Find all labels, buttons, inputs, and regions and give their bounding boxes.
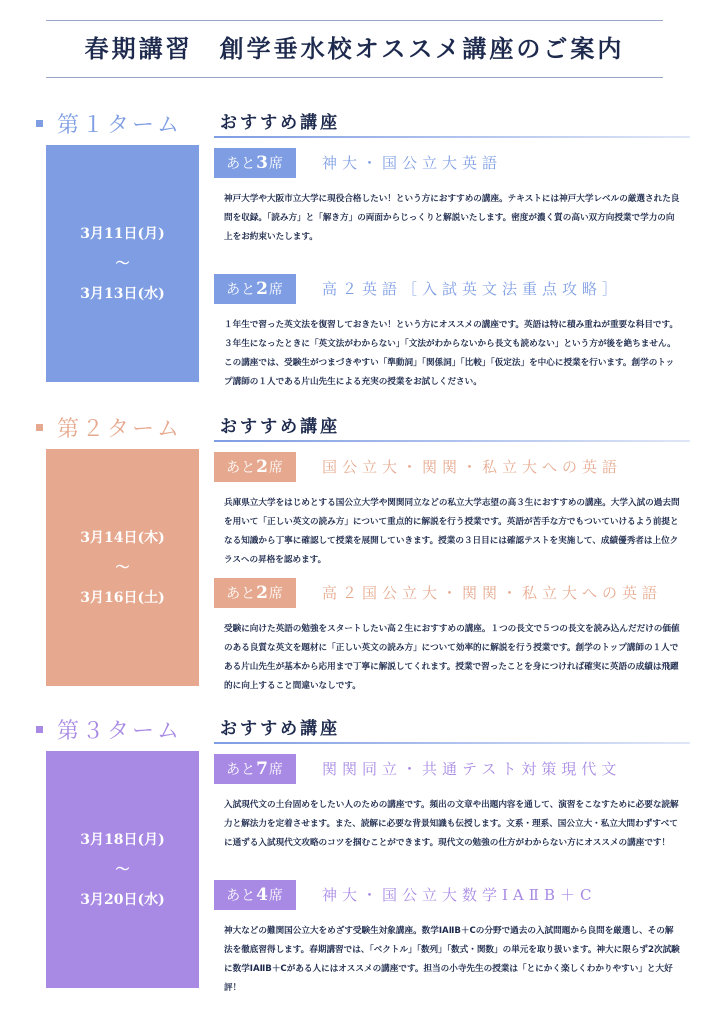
recommend-label: おすすめ講座	[220, 113, 341, 133]
date-end: 3月16日(土)	[80, 589, 165, 606]
date-end: 3月13日(水)	[80, 285, 165, 302]
course-description: 兵庫県立大学をはじめとする国公立大学や関関同立などの私立大学志望の高３生におすすめの講座。大学入試の過去問を用いて「正しい英文の読み方」について重点的に解説を行う授業です。英語が苦手な方でもついていけるよう前提となる知識から丁寧に確認して授業を展開していきます。授業の３日目には確認テストを実施して、成績優秀者は上位クラスへの昇格を認めます。	[224, 498, 680, 565]
course-description: 入試現代文の土台固めをしたい人のための講座です。頻出の文章や出題内容を通して、演習をこなすために必要な読解力と解法力を定着させます。また、読解に必要な背景知識も伝授します。文系・理系、国公立大・私立大問わずすべてに通ずる入試現代文攻略のコツを掴むことができます。現代文の勉強の仕方がわからない方にオススメの講座です！	[224, 800, 679, 848]
course-title: 国公立大・関関・私立大への英語	[322, 458, 623, 476]
course-card	[214, 274, 690, 394]
seats-badge: あと4席	[214, 880, 296, 910]
term-date-box	[46, 145, 199, 382]
recommend-header	[220, 714, 690, 744]
term-bullet-icon	[36, 726, 43, 733]
seats-badge: あと3席	[214, 148, 296, 178]
recommend-label: おすすめ講座	[220, 719, 341, 739]
recommend-header	[220, 412, 690, 442]
seats-badge: あと2席	[214, 578, 296, 608]
course-card	[214, 880, 690, 1000]
course-card	[214, 148, 690, 268]
term-date-box	[46, 751, 199, 988]
recommend-rule	[214, 136, 690, 138]
course-card	[214, 578, 690, 698]
term-date-box	[46, 449, 199, 686]
date-start: 3月11日(月)	[80, 225, 165, 242]
course-title: 神大・国公立大英語	[322, 154, 503, 172]
course-title: 高２英語［入試英文法重点攻略］	[322, 280, 623, 298]
course-card	[214, 754, 690, 874]
term-heading	[36, 714, 182, 742]
term-name: 第１ターム	[57, 113, 183, 138]
seats-badge: あと2席	[214, 274, 296, 304]
course-description: 受験に向けた英語の勉強をスタートしたい高２生におすすめの講座。１つの長文で５つの長文を読み込んだだけの価値のある良質な英文を題材に「正しい英文の読み方」について効率的に解説を行う授業です。創学のトップ講師の１人である片山先生が基本から応用まで丁寧に解説してくれます。授業で習ったことを身につければ確実に英語の成績は飛躍的に向上すること間違いなしです。	[224, 624, 680, 691]
course-title: 関関同立・共通テスト対策現代文	[322, 760, 622, 778]
term-bullet-icon	[36, 120, 43, 127]
page-title: 春期講習 創学垂水校オススメ講座のご案内	[84, 34, 625, 63]
recommend-label: おすすめ講座	[220, 417, 341, 437]
title-banner	[46, 20, 663, 78]
recommend-rule	[214, 440, 690, 442]
course-title: 高２国公立大・関関・私立大への英語	[322, 584, 663, 602]
seats-badge: あと7席	[214, 754, 296, 784]
term-name: 第３ターム	[57, 719, 183, 744]
course-description: 神戸大学や大阪市立大学に現役合格したい！という方におすすめの講座。テキストには神戸大学レベルの厳選された良問を収録。「読み方」と「解き方」の両面からじっくりと解説いたします。密度が濃く質の高い双方向授業で学力の向上をお約束いたします。	[224, 194, 680, 242]
term-heading	[36, 108, 182, 136]
course-title: 神大・国公立大数学ⅠAⅡB＋C	[322, 886, 597, 904]
term-name: 第２ターム	[57, 417, 183, 442]
date-tilde: ～	[115, 861, 130, 878]
date-tilde: ～	[115, 255, 130, 272]
recommend-rule	[214, 742, 690, 744]
date-start: 3月14日(木)	[80, 529, 165, 546]
recommend-header	[220, 108, 690, 138]
seats-badge: あと2席	[214, 452, 296, 482]
course-description: 神大などの難関国公立大をめざす受験生対象講座。数学ⅠAⅡB＋Cの分野で過去の入試問題から良問を厳選し、その解法を徹底習得します。春期講習では、「ベクトル」「数列」「数式・関数」の単元を取り扱います。神大に限らず2次試験に数学ⅠAⅡB＋Cがある人にはオススメの講座です。担当の小寺先生の授業は「とにかく楽しくわかりやすい」と大好評！	[224, 926, 680, 993]
course-description: １年生で習った英文法を復習しておきたい！という方にオススメの講座です。英語は特に積み重ねが重要な科目です。３年生になったときに「英文法がわからない」「文法がわからないから長文も読めない」という方が後を絶ちません。この講座では、受験生がつまづきやすい「準動詞」「関係詞」「比較」「仮定法」を中心に授業を行います。創学のトップ講師の１人である片山先生による充実の授業をお試しください。	[224, 320, 679, 387]
term-heading	[36, 412, 182, 440]
term-bullet-icon	[36, 424, 43, 431]
date-tilde: ～	[115, 559, 130, 576]
date-end: 3月20日(水)	[80, 891, 165, 908]
course-card	[214, 452, 690, 572]
title-bottom-rule	[46, 77, 663, 78]
date-start: 3月18日(月)	[80, 831, 165, 848]
